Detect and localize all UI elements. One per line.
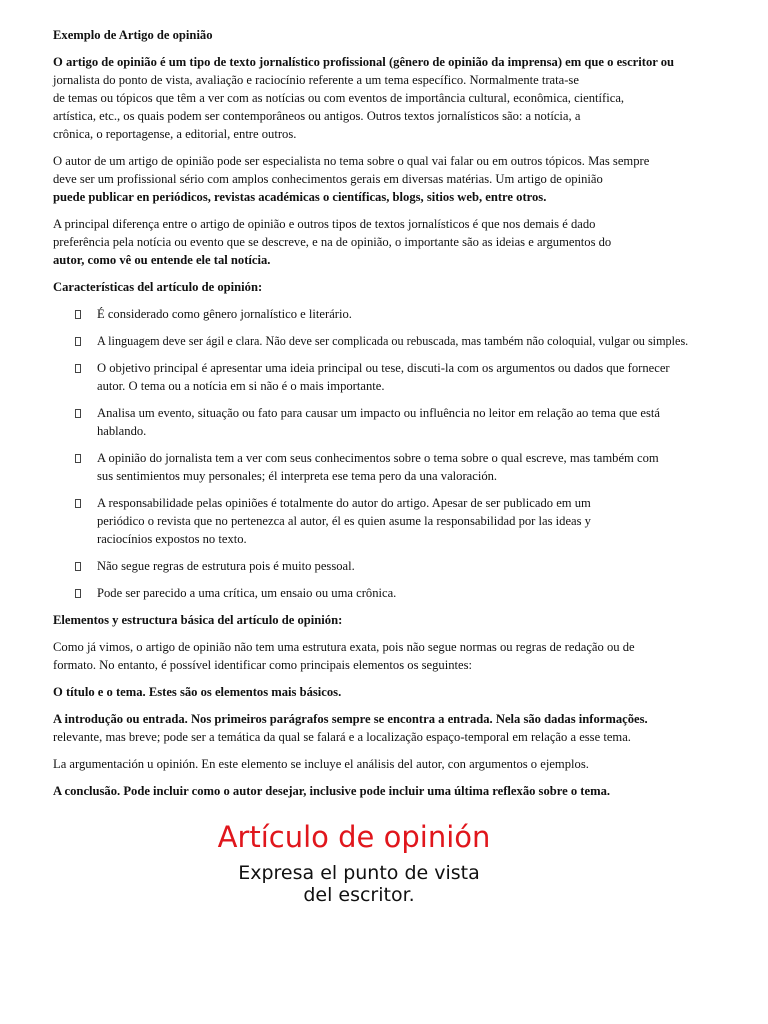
introduction-line: relevante, mas breve; pode ser a temática da qual se falará e a localização espaço-temporal em relação a esse tema.: [53, 730, 631, 744]
list-item-line: autor. O tema ou a notícia em si não é o mais importante.: [97, 379, 385, 393]
elements-intro-line: formato. No entanto, é possível identificar como principais elementos os seguintes:: [53, 658, 472, 672]
author-line: O autor de um artigo de opinião pode ser especialista no tema sobre o qual vai falar ou em outros tópicos. Mas sempre: [53, 154, 650, 168]
intro-line: de temas ou tópicos que têm a ver com as notícias ou com eventos de importância cultural, econômica, científica,: [53, 91, 625, 105]
bullet-box-icon: [75, 589, 81, 598]
intro-line: crônica, o reportagense, a editorial, entre outros.: [53, 127, 297, 141]
elements-heading: Elementos y estructura básica del artículo de opinión:: [53, 613, 343, 627]
introduction-bold-line: A introdução ou entrada. Nos primeiros parágrafos sempre se encontra a entrada. Nela são dadas informações.: [53, 712, 648, 726]
introduction-paragraph: [53, 710, 733, 746]
list-item-line: Analisa um evento, situação ou fato para causar um impacto ou influência no leitor em relação ao tema que está: [97, 406, 660, 420]
bullet-box-icon: [75, 409, 81, 418]
title-theme-paragraph: O título e o tema. Estes são os elementos mais básicos.: [53, 685, 342, 699]
list-item-line: periódico o revista que no pertenezca al autor, él es quien asume la responsabilidad por las ideas y: [97, 514, 591, 528]
list-item-line: É considerado como gênero jornalístico e literário.: [97, 307, 352, 321]
bullet-box-icon: [75, 337, 81, 346]
list-item-line: A linguagem deve ser ágil e clara. Não deve ser complicada ou rebuscada, mas também não coloquial, vulgar ou simples.: [97, 334, 689, 348]
list-item: [53, 404, 733, 440]
conclusion-paragraph: A conclusão. Pode incluir como o autor desejar, inclusive pode incluir uma última reflexão sobre o tema.: [53, 784, 611, 798]
list-item-line: hablando.: [97, 424, 147, 438]
elements-intro-paragraph: [53, 638, 733, 674]
intro-paragraph: [53, 53, 733, 143]
characteristics-list: [53, 305, 733, 602]
document-title: Exemplo de Artigo de opinião: [53, 28, 213, 42]
list-item: [53, 359, 733, 395]
argumentation-paragraph: La argumentación u opinión. En este elemento se incluye el análisis del autor, con argumentos o ejemplos.: [53, 757, 589, 771]
author-paragraph: [53, 152, 733, 206]
difference-bold-line: autor, como vê ou entende ele tal notícia.: [53, 253, 271, 267]
difference-paragraph: [53, 215, 733, 269]
difference-line: preferência pela notícia ou evento que se descreve, e na de opinião, o importante são as ideias e argumentos do: [53, 235, 612, 249]
list-item: [53, 557, 733, 575]
author-bold-line: puede publicar en periódicos, revistas académicas o científicas, blogs, sitios web, entre otros.: [53, 190, 547, 204]
characteristics-heading: Características del artículo de opinión:: [53, 280, 263, 294]
document-body: [53, 26, 733, 809]
intro-bold-line: O artigo de opinião é um tipo de texto jornalístico profissional (gênero de opinião da imprensa) em que o escritor ou: [53, 55, 675, 69]
list-item: [53, 305, 733, 323]
bullet-box-icon: [75, 454, 81, 463]
list-item: [53, 584, 733, 602]
article-banner-image: [0, 818, 768, 906]
list-item-line: A opinião do jornalista tem a ver com seus conhecimentos sobre o tema sobre o qual escreve, mas também com: [97, 451, 659, 465]
list-item-line: sus sentimientos muy personales; él interpreta ese tema pero da una valoración.: [97, 469, 498, 483]
list-item: [53, 449, 733, 485]
list-item-line: Pode ser parecido a uma crítica, um ensaio ou uma crônica.: [97, 586, 397, 600]
bullet-box-icon: [75, 364, 81, 373]
list-item-line: Não segue regras de estrutura pois é muito pessoal.: [97, 559, 355, 573]
list-item-line: A responsabilidade pelas opiniões é totalmente do autor do artigo. Apesar de ser publicado em um: [97, 496, 591, 510]
bullet-box-icon: [75, 499, 81, 508]
author-line: deve ser um profissional sério com amplos conhecimentos gerais em diversas matérias. Um artigo de opinião: [53, 172, 603, 186]
list-item: [53, 332, 733, 350]
intro-line: artística, etc., os quais podem ser contemporâneos ou antigos. Outros textos jornalísticos são: a notícia, a: [53, 109, 581, 123]
bullet-box-icon: [75, 562, 81, 571]
intro-line: jornalista do ponto de vista, avaliação e raciocínio referente a um tema específico. Normalmente trata-se: [53, 73, 579, 87]
banner-subtitle-line: Expresa el punto de vista: [238, 862, 480, 884]
difference-line: A principal diferença entre o artigo de opinião e outros tipos de textos jornalísticos é que nos demais é dado: [53, 217, 596, 231]
bullet-box-icon: [75, 310, 81, 319]
list-item-line: O objetivo principal é apresentar uma ideia principal ou tese, discuti-la com os argumentos ou dados que fornecer: [97, 361, 670, 375]
list-item-line: raciocínios expostos no texto.: [97, 532, 247, 546]
list-item: [53, 494, 733, 548]
banner-title: Artículo de opinión: [217, 820, 491, 854]
elements-intro-line: Como já vimos, o artigo de opinião não tem uma estrutura exata, pois não segue normas ou regras de redação ou de: [53, 640, 635, 654]
banner-subtitle-line: del escritor.: [303, 884, 415, 906]
